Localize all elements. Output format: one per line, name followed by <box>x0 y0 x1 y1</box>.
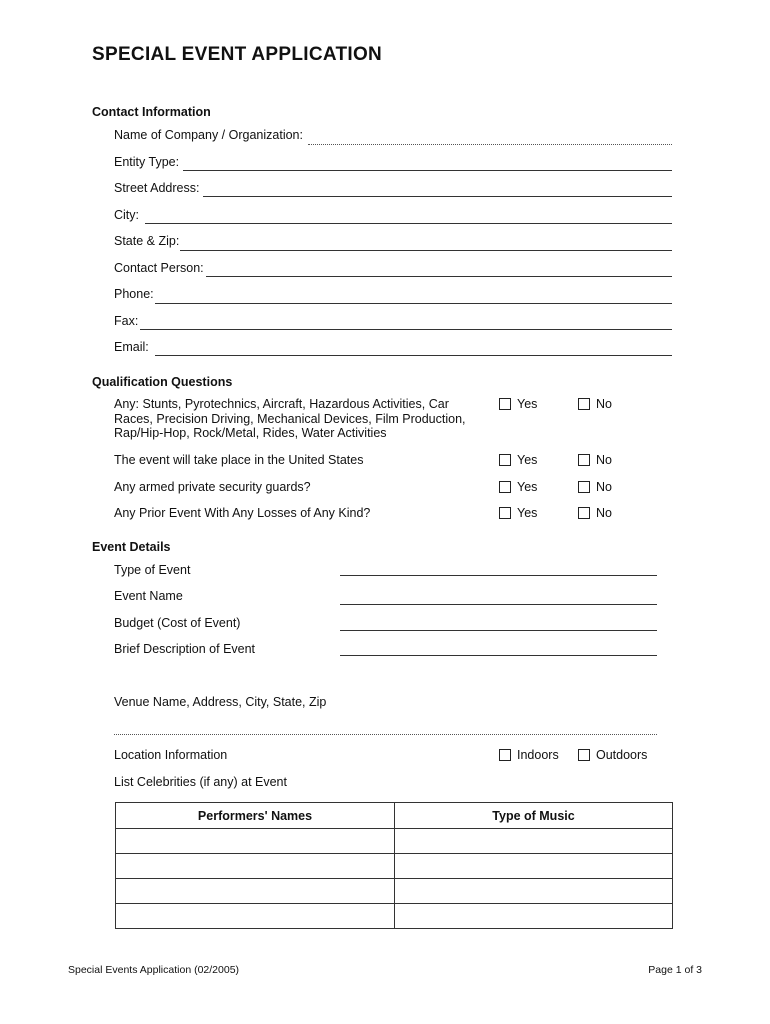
q3-yes-checkbox[interactable] <box>499 481 511 493</box>
performers-table <box>115 802 673 929</box>
music-type-cell[interactable] <box>395 879 673 904</box>
performer-name-cell[interactable] <box>116 904 395 929</box>
description-label: Brief Description of Event <box>114 642 256 656</box>
event-name-label: Event Name <box>114 589 183 603</box>
q3-no-checkbox[interactable] <box>578 481 590 493</box>
email-field[interactable] <box>155 355 672 356</box>
music-type-cell[interactable] <box>395 904 673 929</box>
question-security-guards: Any armed private security guards? <box>114 480 311 494</box>
indoors-label: Indoors <box>517 748 559 762</box>
q1-no-label: No <box>596 397 612 411</box>
contact-person-field[interactable] <box>206 276 672 277</box>
contact-person-label: Contact Person: <box>114 261 204 275</box>
event-name-field[interactable] <box>340 604 657 605</box>
table-row <box>116 879 673 904</box>
location-label: Location Information <box>114 748 228 762</box>
q2-no-label: No <box>596 453 612 467</box>
q2-no-checkbox[interactable] <box>578 454 590 466</box>
outdoors-checkbox[interactable] <box>578 749 590 761</box>
phone-field[interactable] <box>155 303 672 304</box>
outdoors-label: Outdoors <box>596 748 648 762</box>
music-type-cell[interactable] <box>395 829 673 854</box>
state-zip-field[interactable] <box>180 250 672 251</box>
company-label: Name of Company / Organization: <box>114 128 303 142</box>
q2-yes-label: Yes <box>517 453 538 467</box>
celebrities-label: List Celebrities (if any) at Event <box>114 775 287 789</box>
venue-field[interactable] <box>114 734 657 735</box>
table-row <box>116 904 673 929</box>
contact-heading: Contact Information <box>92 105 211 119</box>
footer-page-number: Page 1 of 3 <box>648 964 702 976</box>
budget-label: Budget (Cost of Event) <box>114 616 241 630</box>
q4-yes-checkbox[interactable] <box>499 507 511 519</box>
table-row <box>116 854 673 879</box>
company-field[interactable] <box>308 144 672 145</box>
q3-yes-label: Yes <box>517 480 538 494</box>
type-of-music-header: Type of Music <box>395 803 673 829</box>
q4-no-checkbox[interactable] <box>578 507 590 519</box>
street-address-label: Street Address: <box>114 181 200 195</box>
fax-label: Fax: <box>114 314 139 328</box>
performer-name-cell[interactable] <box>116 854 395 879</box>
footer-form-id: Special Events Application (02/2005) <box>68 964 240 976</box>
q2-yes-checkbox[interactable] <box>499 454 511 466</box>
question-united-states: The event will take place in the United States <box>114 453 364 467</box>
performer-name-cell[interactable] <box>116 829 395 854</box>
qualification-heading: Qualification Questions <box>92 375 233 389</box>
event-details-heading: Event Details <box>92 540 171 554</box>
q3-no-label: No <box>596 480 612 494</box>
form-title: SPECIAL EVENT APPLICATION <box>92 44 383 65</box>
q1-yes-checkbox[interactable] <box>499 398 511 410</box>
entity-type-label: Entity Type: <box>114 155 180 169</box>
q4-yes-label: Yes <box>517 506 538 520</box>
email-label: Email: <box>114 340 149 354</box>
street-address-field[interactable] <box>203 196 672 197</box>
table-header-row <box>116 803 673 829</box>
question-hazardous-activities: Any: Stunts, Pyrotechnics, Aircraft, Hazardous Activities, Car Races, Precision Driving, Mechanical Devices, Film Production, Rap/Hip-Hop, Rock/Metal, Rides, Water Activities <box>114 397 466 440</box>
city-label: City: <box>114 208 139 222</box>
fax-field[interactable] <box>140 329 672 330</box>
q4-no-label: No <box>596 506 612 520</box>
type-of-event-field[interactable] <box>340 575 657 576</box>
budget-field[interactable] <box>340 630 657 631</box>
phone-label: Phone: <box>114 287 154 301</box>
table-row <box>116 829 673 854</box>
entity-type-field[interactable] <box>183 170 672 171</box>
venue-label: Venue Name, Address, City, State, Zip <box>114 695 327 709</box>
performers-names-header: Performers' Names <box>116 803 395 829</box>
music-type-cell[interactable] <box>395 854 673 879</box>
q1-no-checkbox[interactable] <box>578 398 590 410</box>
question-prior-losses: Any Prior Event With Any Losses of Any Kind? <box>114 506 371 520</box>
type-of-event-label: Type of Event <box>114 563 191 577</box>
state-zip-label: State & Zip: <box>114 234 180 248</box>
q1-yes-label: Yes <box>517 397 538 411</box>
city-field[interactable] <box>145 223 672 224</box>
performer-name-cell[interactable] <box>116 879 395 904</box>
description-field[interactable] <box>340 655 657 656</box>
indoors-checkbox[interactable] <box>499 749 511 761</box>
